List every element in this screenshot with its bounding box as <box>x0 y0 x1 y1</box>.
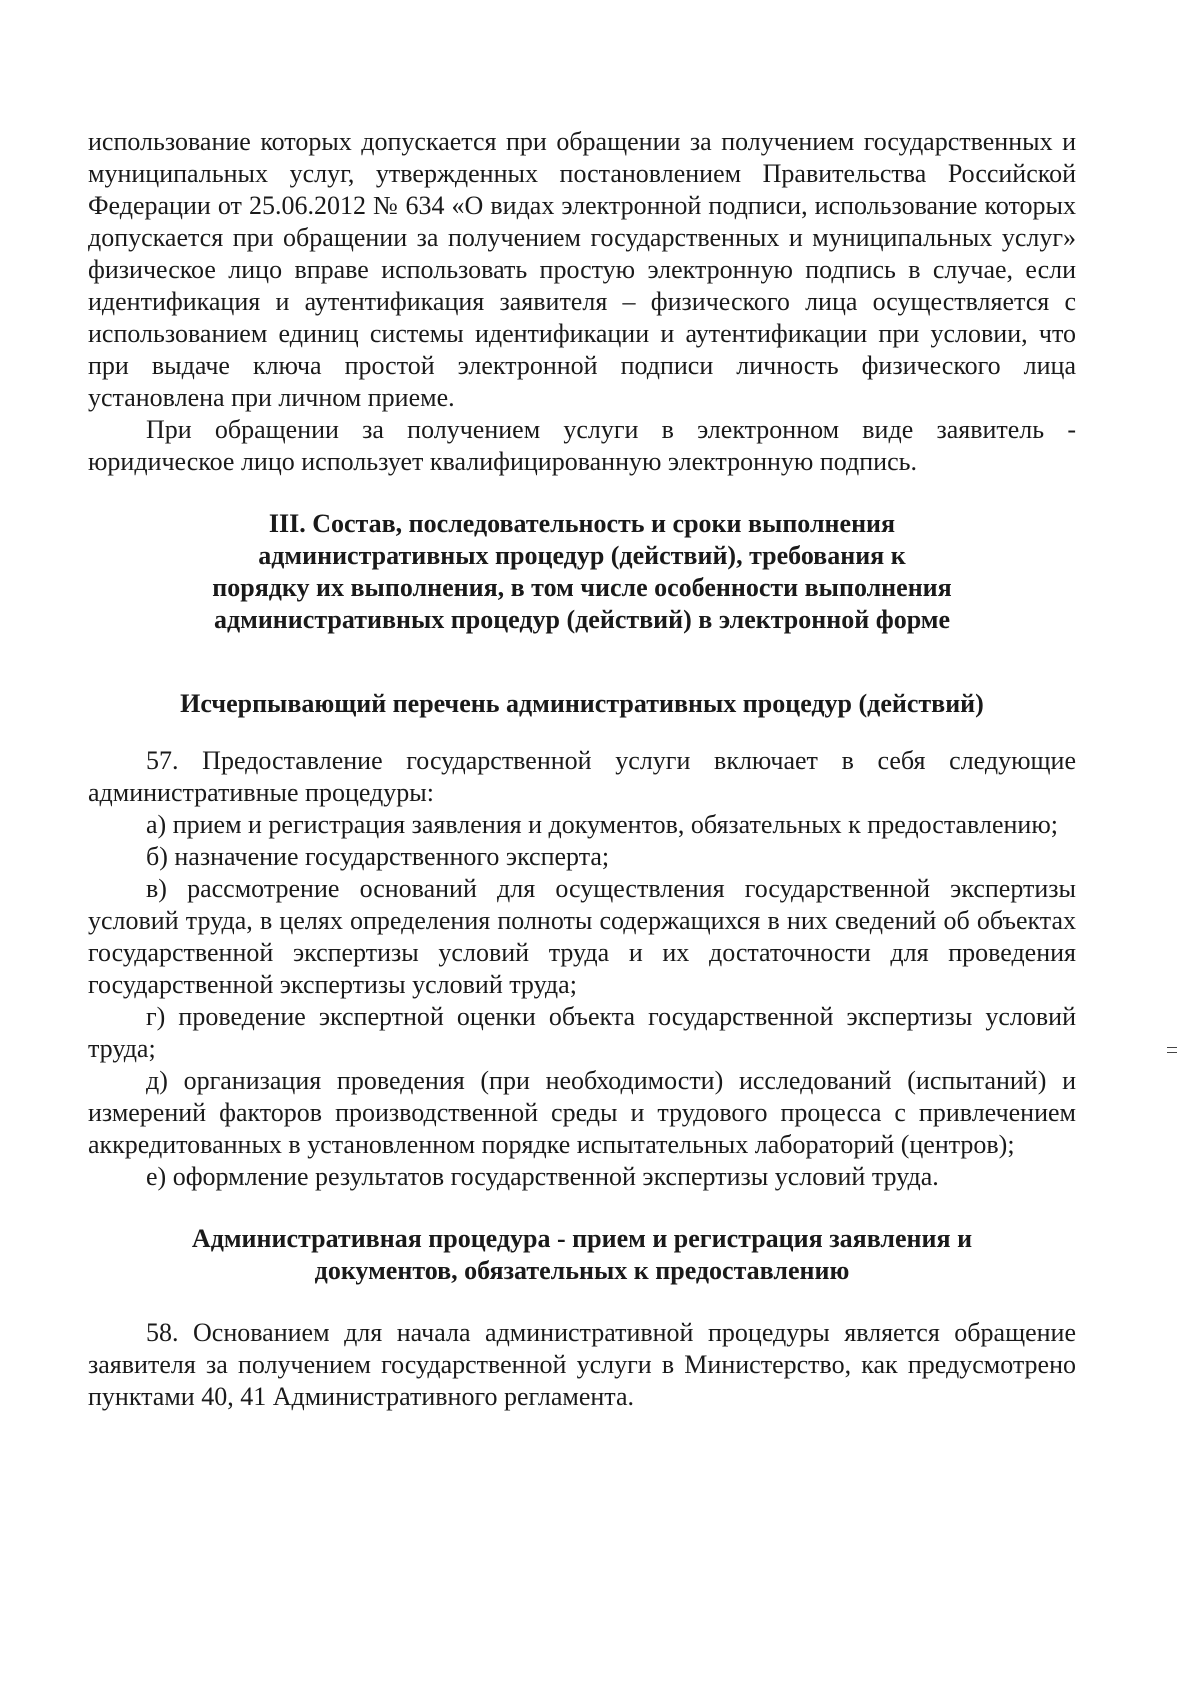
item-57-lead: 57. Предоставление государственной услуги включает в себя следующие административные процедуры: <box>88 746 1076 807</box>
scan-mark <box>1167 1047 1177 1053</box>
item-57-v: в) рассмотрение оснований для осуществления государственной экспертизы условий труда, в целях определения полноты содержащихся в них сведений об объектах государственной экспертизы условий труда и их достаточности для проведения государственной экспертизы условий труда; <box>88 874 1076 999</box>
intro-paragraph: использование которых допускается при обращении за получением государственных и муниципальных услуг, утвержденных постановлением Правительства Российской Федерации от 25.06.2012 № 634 «О видах электронной подписи, использование которых допускается при обращении за получением государственных и муниципальных услуг» физическое лицо вправе использовать простую электронную подпись в случае, если идентификация и аутентификация заявителя – физического лица осуществляется с использованием единиц системы идентификации и аутентификации при условии, что при выдаче ключа простой электронной подписи личность физического лица установлена при личном приеме. <box>88 127 1076 412</box>
section-heading: III. Состав, последовательность и сроки выполнения административных процедур (действий), требования к порядку их выполнения, в том числе особенности выполнения административных процедур (действий) в электронной форме <box>212 509 952 634</box>
item-57 <box>88 745 1076 1193</box>
procedure-subheading: Административная процедура - прием и регистрация заявления и документов, обязательных к предоставлению <box>191 1224 973 1285</box>
item-58: 58. Основанием для начала административной процедуры является обращение заявителя за получением государственной услуги в Министерство, как предусмотрено пунктами 40, 41 Административного регламента. <box>88 1318 1076 1411</box>
item-57-e: е) оформление результатов государственной экспертизы условий труда. <box>146 1162 939 1191</box>
item-57-d: д) организация проведения (при необходимости) исследований (испытаний) и измерений факторов производственной среды и трудового процесса с привлечением аккредитованных в установленном порядке испытательных лабораторий (центров); <box>88 1066 1076 1159</box>
item-57-a: а) прием и регистрация заявления и документов, обязательных к предоставлению; <box>146 810 1058 839</box>
item-57-g: г) проведение экспертной оценки объекта государственной экспертизы условий труда; <box>88 1002 1076 1063</box>
procedures-list-subheading: Исчерпывающий перечень административных процедур (действий) <box>180 689 984 718</box>
item-57-b: б) назначение государственного эксперта; <box>146 842 610 871</box>
document-page <box>88 126 1076 1413</box>
legal-entity-paragraph: При обращении за получением услуги в электронном виде заявитель - юридическое лицо использует квалифицированную электронную подпись. <box>88 415 1076 476</box>
